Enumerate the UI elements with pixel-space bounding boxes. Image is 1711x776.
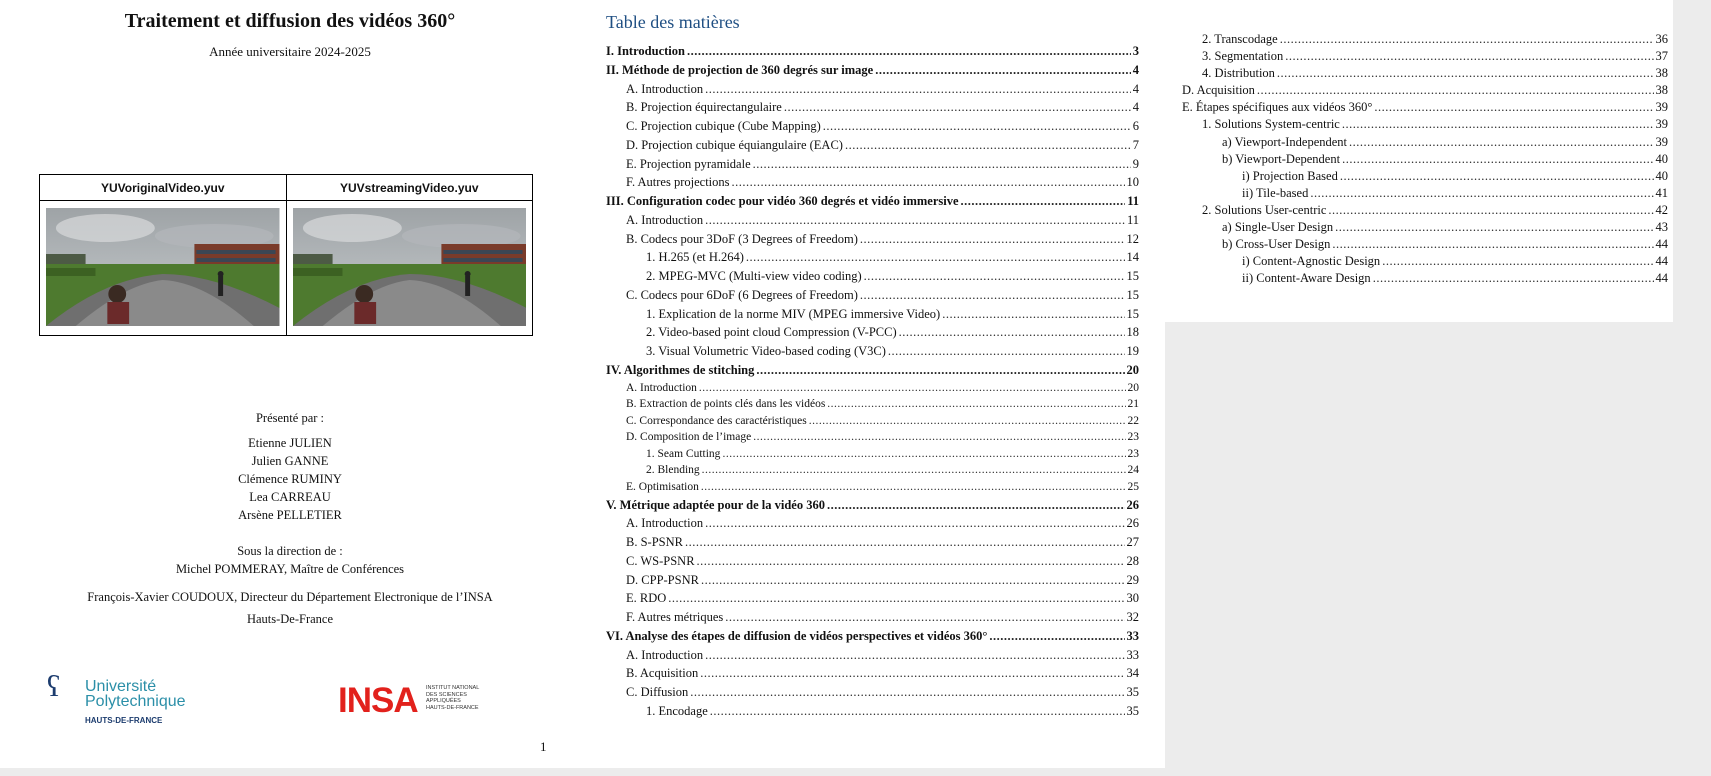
toc-entry-page: 38 [1655, 83, 1668, 98]
toc-entry[interactable] [606, 173, 1139, 192]
title-page [0, 0, 592, 768]
toc-entry[interactable] [606, 683, 1139, 702]
toc-leader-dots [732, 173, 1125, 192]
toc-entry-label: 2. Video-based point cloud Compression (V-PCC) [646, 323, 898, 342]
toc-leader-dots [827, 396, 1125, 413]
toc-leader-dots [864, 267, 1125, 286]
toc-entry-page: 14 [1126, 250, 1139, 265]
toc-entry[interactable] [606, 136, 1139, 155]
toc-leader-dots [1342, 116, 1654, 133]
toc-leader-dots [701, 571, 1125, 590]
uphf-logo-text: Université Polytechnique [85, 678, 186, 710]
toc-entry-label: E. RDO [626, 589, 667, 608]
toc-leader-dots [702, 462, 1126, 479]
toc-entry-label: a) Viewport-Independent [1222, 134, 1348, 151]
toc-entry-label: C. Projection cubique (Cube Mapping) [626, 117, 822, 136]
uphf-logo [47, 668, 207, 728]
video-frame-image [293, 208, 527, 326]
toc-leader-dots [784, 98, 1131, 117]
toc-entry[interactable] [606, 496, 1139, 515]
toc-entry-page: 26 [1126, 497, 1139, 512]
toc-entry-page: 4 [1132, 100, 1139, 115]
toc-entry-label: B. S-PSNR [626, 533, 684, 552]
toc-entry-label: V. Métrique adaptée pour de la vidéo 360 [606, 496, 826, 515]
presenter-name: Arsène PELLETIER [238, 508, 342, 522]
toc-entry-page: 44 [1655, 271, 1668, 286]
toc-entry-page: 15 [1126, 269, 1139, 283]
toc-entry-page: 44 [1655, 237, 1668, 252]
toc-entry-label: 1. Solutions System-centric [1202, 116, 1341, 133]
toc-entry-page: 34 [1126, 666, 1139, 681]
toc-entry-page: 37 [1655, 49, 1668, 64]
academic-year: Année universitaire 2024-2025 [209, 44, 371, 59]
presenter-name: Lea CARREAU [249, 490, 331, 504]
toc-leader-dots [668, 589, 1124, 608]
uphf-logo-subtitle: HAUTS-DE-FRANCE [85, 716, 163, 725]
direction-label: Sous la direction de : [237, 544, 343, 558]
toc-leader-dots [860, 286, 1125, 305]
toc-entry-label: i) Content-Agnostic Design [1242, 253, 1381, 270]
toc-entry[interactable] [1182, 65, 1668, 82]
toc-entry-label: A. Introduction [626, 380, 698, 397]
director-affiliation: Hauts-De-France [246, 612, 334, 626]
toc-leader-dots [827, 496, 1125, 515]
toc-entry[interactable] [606, 446, 1139, 463]
toc-entry-page: 19 [1126, 344, 1139, 358]
toc-entry-page: 30 [1126, 591, 1139, 606]
toc-leader-dots [722, 446, 1125, 463]
toc-entry-label: II. Méthode de projection de 360 degrés sur image [606, 61, 874, 80]
toc-entry-label: a) Single-User Design [1222, 219, 1334, 236]
toc-entry[interactable] [606, 702, 1139, 721]
toc-entry[interactable] [606, 323, 1139, 342]
toc-entry-page: 43 [1655, 220, 1668, 235]
toc-entry-page: 21 [1127, 398, 1139, 411]
toc-entry[interactable] [606, 61, 1139, 80]
toc-entry[interactable] [606, 286, 1139, 305]
page-number: 1 [540, 739, 547, 754]
toc-entry-page: 39 [1655, 134, 1668, 149]
toc-leader-dots [697, 552, 1125, 571]
toc-continued-page [1165, 0, 1673, 322]
streaming-video-frame [293, 208, 527, 326]
toc-entry-label: F. Autres métriques [626, 608, 724, 627]
toc-entry-label: 2. MPEG-MVC (Multi-view video coding) [646, 267, 863, 286]
toc-leader-dots [942, 305, 1124, 324]
toc-entry-page: 4 [1132, 81, 1139, 96]
toc-entry[interactable] [1182, 236, 1668, 253]
original-video-frame [46, 208, 280, 326]
toc-entry-page: 18 [1126, 325, 1139, 340]
video-frame-image [46, 208, 280, 326]
toc-entry-label: E. Étapes spécifiques aux vidéos 360° [1182, 99, 1373, 116]
toc-entry-label: 1. Seam Cutting [646, 446, 721, 463]
toc-leader-dots [899, 323, 1125, 342]
toc-entry-label: B. Extraction de points clés dans les vidéos [626, 396, 826, 413]
toc-leader-dots [705, 80, 1131, 99]
toc-entry[interactable] [606, 413, 1139, 430]
toc-entry-label: b) Cross-User Design [1222, 236, 1331, 253]
toc-entry-page: 9 [1132, 156, 1139, 171]
video-comparison-table [39, 174, 533, 336]
toc-leader-dots [1340, 168, 1654, 185]
toc-entry-page: 22 [1127, 414, 1139, 427]
toc-entry[interactable] [606, 514, 1139, 533]
toc-page [592, 0, 1165, 768]
toc-leader-dots [860, 230, 1125, 249]
toc-entry-page: 42 [1655, 202, 1668, 217]
toc-entry-page: 23 [1127, 447, 1139, 460]
toc-entry-page: 6 [1132, 119, 1139, 133]
toc-entry[interactable] [1182, 134, 1668, 151]
toc-entry-page: 39 [1655, 117, 1668, 132]
toc-leader-dots [705, 646, 1124, 665]
toc-entry-page: 32 [1126, 610, 1139, 625]
toc-leader-dots [888, 342, 1125, 361]
toc-entry-label: VI. Analyse des étapes de diffusion de vidéos perspectives et vidéos 360° [606, 627, 988, 646]
toc-entry[interactable] [606, 646, 1139, 665]
toc-leader-dots [1342, 151, 1653, 168]
toc-continued-list [1182, 31, 1668, 287]
toc-entry-label: C. WS-PSNR [626, 552, 696, 571]
presenter-name: Clémence RUMINY [238, 472, 342, 486]
toc-entry-page: 40 [1655, 168, 1668, 183]
toc-entry[interactable] [606, 80, 1139, 99]
toc-entry-label: 1. Explication de la norme MIV (MPEG immersive Video) [646, 305, 941, 324]
toc-entry-page: 7 [1132, 137, 1139, 152]
toc-entry[interactable] [606, 342, 1139, 361]
toc-leader-dots [1257, 82, 1654, 99]
toc-entry-label: E. Optimisation [626, 479, 700, 496]
toc-entry[interactable] [606, 230, 1139, 249]
toc-leader-dots [1285, 48, 1653, 65]
toc-leader-dots [845, 136, 1131, 155]
streaming-video-header: YUVstreamingVideo.yuv [287, 175, 533, 201]
toc-entry[interactable] [606, 305, 1139, 324]
uphf-mark-icon: ʕ [47, 670, 61, 703]
toc-entry-label: 2. Solutions User-centric [1202, 202, 1327, 219]
toc-entry-label: B. Acquisition [626, 664, 699, 683]
director-name: Michel POMMERAY, Maître de Conférences [175, 562, 405, 576]
toc-entry-page: 20 [1127, 381, 1139, 394]
toc-entry[interactable] [606, 664, 1139, 683]
toc-leader-dots [1373, 270, 1654, 287]
toc-leader-dots [705, 514, 1124, 533]
toc-entry[interactable] [1182, 253, 1668, 270]
toc-entry-label: A. Introduction [626, 80, 704, 99]
toc-entry[interactable] [1182, 185, 1668, 202]
toc-entry[interactable] [606, 117, 1139, 136]
director-name: François-Xavier COUDOUX, Directeur du Département Electronique de l’INSA [87, 590, 493, 604]
toc-entry-page: 23 [1127, 431, 1139, 444]
toc-entry-page: 40 [1655, 151, 1668, 166]
presenter-name: Julien GANNE [251, 454, 329, 468]
toc-entry-label: B. Projection équirectangulaire [626, 98, 783, 117]
toc-entry-label: b) Viewport-Dependent [1222, 151, 1341, 168]
toc-leader-dots [753, 155, 1131, 174]
toc-entry[interactable] [606, 267, 1139, 286]
toc-entry[interactable] [606, 361, 1139, 380]
streaming-video-column [286, 175, 533, 335]
toc-entry[interactable] [606, 192, 1139, 211]
toc-leader-dots [705, 211, 1125, 230]
toc-entry-page: 10 [1126, 175, 1139, 190]
toc-leader-dots [700, 664, 1124, 683]
toc-leader-dots [699, 380, 1126, 397]
toc-entry-page: 28 [1126, 553, 1139, 568]
toc-entry-label: E. Projection pyramidale [626, 155, 752, 174]
toc-entry-label: I. Introduction [606, 42, 686, 61]
toc-entry-label: III. Configuration codec pour vidéo 360 degrés et vidéo immersive [606, 192, 960, 211]
toc-entry[interactable] [606, 589, 1139, 608]
toc-entry-label: A. Introduction [626, 646, 704, 665]
toc-entry-label: C. Diffusion [626, 683, 689, 702]
toc-leader-dots [989, 627, 1124, 646]
toc-entry-page: 15 [1126, 287, 1139, 302]
toc-entry-page: 35 [1126, 685, 1139, 700]
toc-entry-page: 44 [1655, 254, 1668, 269]
toc-entry-page: 3 [1132, 44, 1139, 58]
toc-entry-page: 4 [1132, 62, 1139, 77]
toc-entry-label: 1. Encodage [646, 702, 709, 721]
toc-entry[interactable] [1182, 151, 1668, 168]
toc-entry[interactable] [1182, 116, 1668, 133]
toc-list [606, 42, 1139, 721]
toc-entry-page: 12 [1126, 231, 1139, 246]
toc-title: Table des matières [606, 12, 740, 32]
direction-block [0, 542, 580, 578]
toc-leader-dots [746, 248, 1125, 267]
toc-entry[interactable] [606, 462, 1139, 479]
toc-entry-page: 27 [1126, 535, 1139, 550]
presenters-list [0, 434, 580, 524]
toc-entry[interactable] [606, 396, 1139, 413]
toc-entry[interactable] [1182, 202, 1668, 219]
toc-entry-label: 4. Distribution [1202, 65, 1276, 82]
toc-entry[interactable] [606, 211, 1139, 230]
toc-leader-dots [756, 361, 1124, 380]
toc-entry-page: 25 [1127, 481, 1139, 494]
toc-entry[interactable] [606, 627, 1139, 646]
toc-leader-dots [725, 608, 1124, 627]
toc-leader-dots [875, 61, 1131, 80]
insa-logo-subtitle: INSTITUT NATIONAL DES SCIENCES APPLIQUÉES HAUTS-DE-FRANCE [426, 685, 480, 711]
toc-entry[interactable] [1182, 219, 1668, 236]
toc-entry[interactable] [606, 42, 1139, 61]
toc-entry-label: D. Acquisition [1182, 82, 1256, 99]
toc-leader-dots [1277, 65, 1654, 82]
original-video-column [40, 175, 286, 335]
toc-entry-page: 26 [1126, 516, 1139, 531]
toc-entry-page: 11 [1127, 194, 1139, 208]
toc-entry-page: 29 [1126, 572, 1139, 587]
toc-leader-dots [1374, 99, 1653, 116]
toc-leader-dots [1349, 134, 1653, 151]
toc-leader-dots [690, 683, 1124, 702]
insa-logo-word: INSA [338, 681, 418, 720]
toc-entry[interactable] [606, 98, 1139, 117]
toc-entry-label: i) Projection Based [1242, 168, 1339, 185]
toc-entry-label: A. Introduction [626, 514, 704, 533]
toc-entry-page: 39 [1655, 100, 1668, 115]
toc-entry-label: F. Autres projections [626, 173, 731, 192]
toc-leader-dots [710, 702, 1125, 721]
toc-entry-label: C. Correspondance des caractéristiques [626, 413, 808, 430]
toc-leader-dots [1310, 185, 1653, 202]
presenter-name: Etienne JULIEN [248, 436, 332, 450]
toc-entry[interactable] [606, 552, 1139, 571]
toc-entry-label: A. Introduction [626, 211, 704, 230]
toc-leader-dots [1280, 31, 1654, 48]
toc-entry[interactable] [606, 608, 1139, 627]
toc-leader-dots [687, 42, 1131, 61]
toc-entry-label: 1. H.265 (et H.264) [646, 248, 745, 267]
toc-entry[interactable] [606, 533, 1139, 552]
toc-leader-dots [1335, 219, 1653, 236]
original-video-header: YUVoriginalVideo.yuv [40, 175, 286, 201]
toc-leader-dots [823, 117, 1131, 136]
toc-entry-label: IV. Algorithmes de stitching [606, 361, 755, 380]
toc-entry-label: ii) Tile-based [1242, 185, 1309, 202]
toc-entry-page: 15 [1126, 306, 1139, 321]
toc-leader-dots [685, 533, 1125, 552]
toc-entry-label: ii) Content-Aware Design [1242, 270, 1372, 287]
toc-entry[interactable] [606, 155, 1139, 174]
toc-entry-page: 20 [1126, 362, 1139, 377]
toc-entry-label: B. Codecs pour 3DoF (3 Degrees of Freedom) [626, 230, 859, 249]
toc-leader-dots [701, 479, 1126, 496]
toc-entry-label: D. Projection cubique équiangulaire (EAC) [626, 136, 844, 155]
toc-entry[interactable] [1182, 82, 1668, 99]
toc-entry[interactable] [606, 429, 1139, 446]
toc-entry[interactable] [606, 248, 1139, 267]
toc-leader-dots [809, 413, 1126, 430]
toc-leader-dots [961, 192, 1126, 211]
toc-entry-page: 35 [1126, 703, 1139, 718]
toc-entry-label: D. Composition de l’image [626, 429, 752, 446]
toc-entry-label: 2. Transcodage [1202, 31, 1279, 48]
toc-entry-page: 33 [1126, 647, 1139, 662]
toc-entry[interactable] [1182, 48, 1668, 65]
toc-entry-page: 41 [1655, 185, 1668, 200]
toc-entry-page: 33 [1126, 628, 1139, 643]
toc-entry-page: 11 [1126, 212, 1139, 227]
toc-entry-label: 3. Visual Volumetric Video-based coding (V3C) [646, 342, 887, 361]
toc-leader-dots [1328, 202, 1653, 219]
document-title: Traitement et diffusion des vidéos 360° [124, 10, 456, 32]
toc-leader-dots [753, 429, 1125, 446]
toc-entry-page: 36 [1655, 32, 1668, 46]
toc-leader-dots [1332, 236, 1653, 253]
toc-entry[interactable] [1182, 31, 1668, 48]
toc-entry-label: 3. Segmentation [1202, 48, 1284, 65]
insa-logo [338, 683, 488, 719]
toc-entry[interactable] [606, 571, 1139, 590]
presented-by-label: Présenté par : [255, 411, 325, 425]
toc-entry-label: C. Codecs pour 6DoF (6 Degrees of Freedom) [626, 286, 859, 305]
toc-entry-label: D. CPP-PSNR [626, 571, 700, 590]
toc-leader-dots [1382, 253, 1653, 270]
toc-entry-label: 2. Blending [646, 462, 701, 479]
toc-entry[interactable] [1182, 270, 1668, 287]
toc-entry[interactable] [606, 380, 1139, 397]
toc-entry[interactable] [1182, 168, 1668, 185]
toc-entry[interactable] [606, 479, 1139, 496]
toc-entry-page: 38 [1655, 66, 1668, 81]
toc-entry[interactable] [1182, 99, 1668, 116]
toc-entry-page: 24 [1127, 464, 1139, 477]
